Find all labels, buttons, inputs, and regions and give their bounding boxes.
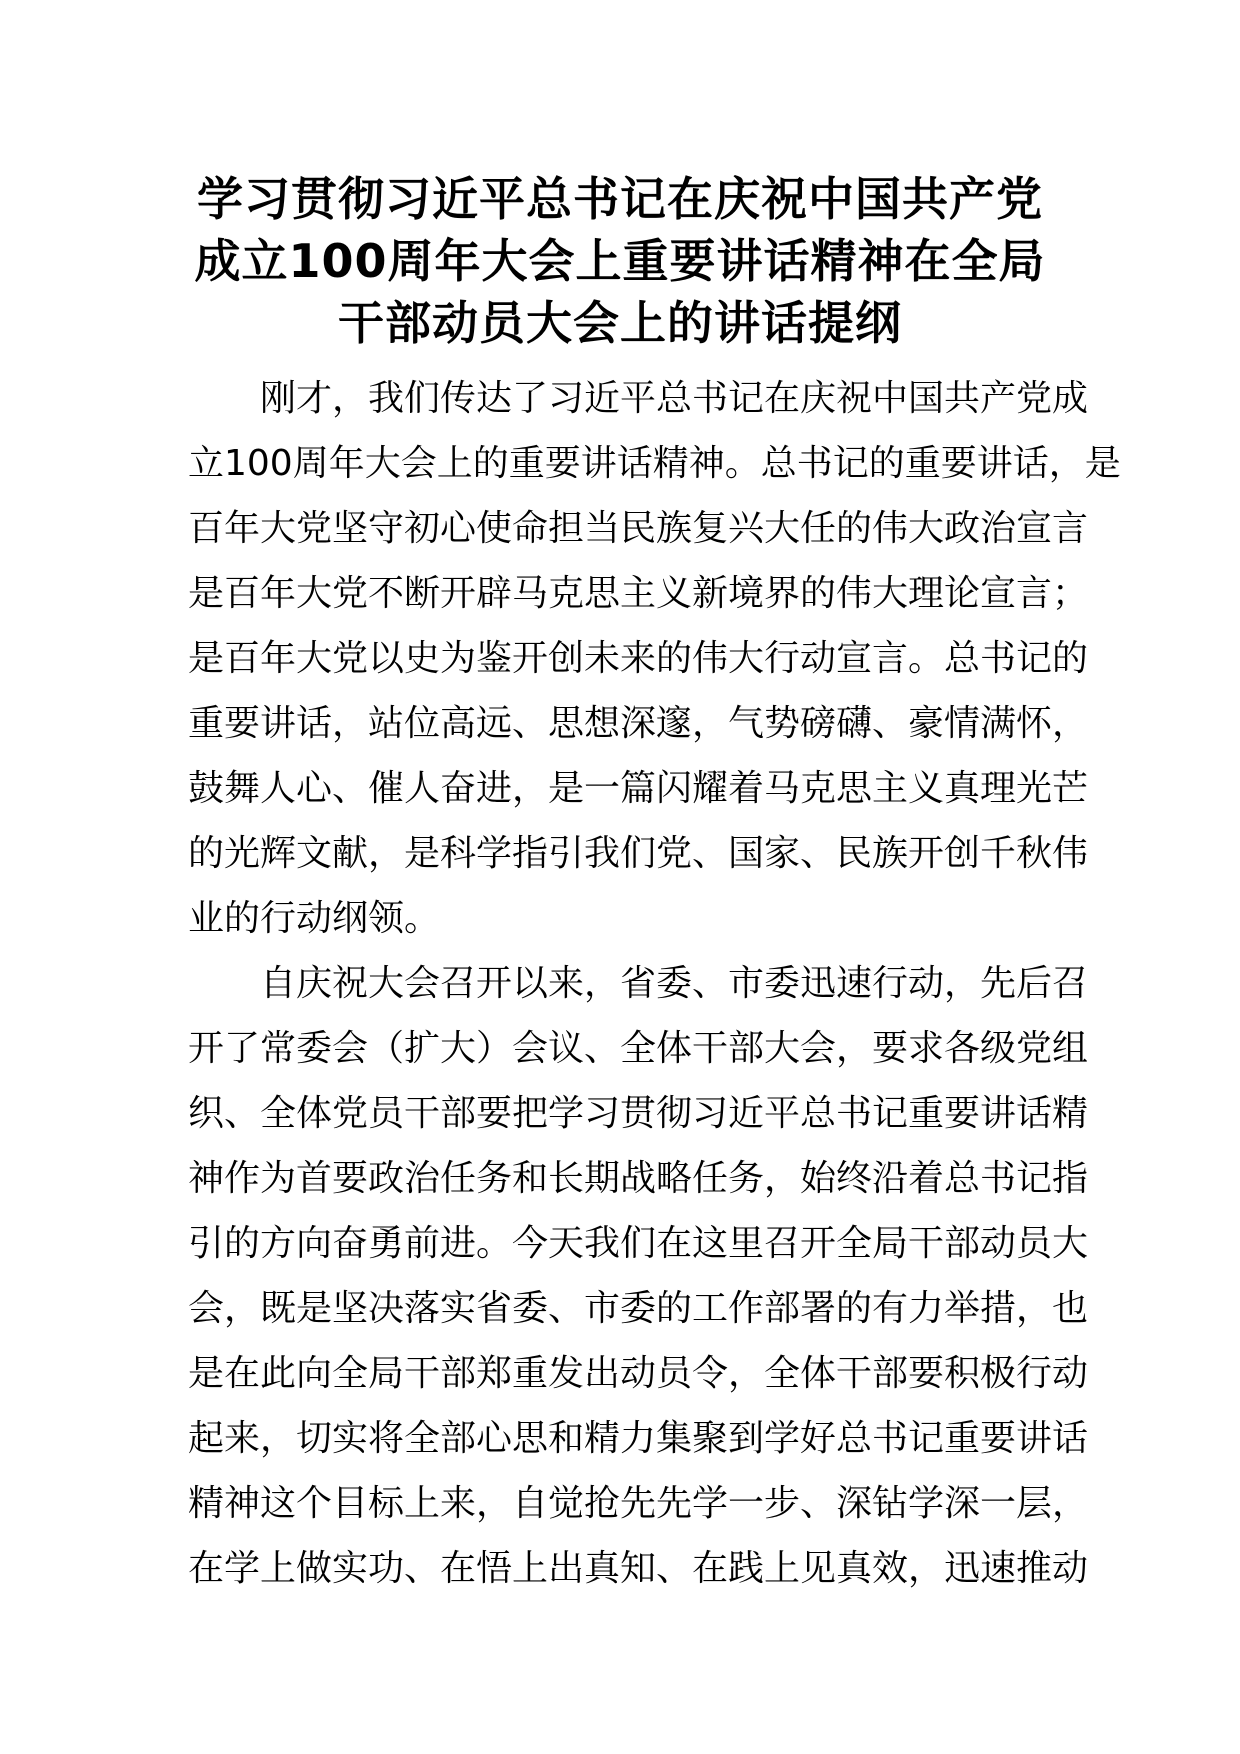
paragraph-line: 业的行动纲领。: [188, 898, 441, 939]
title-line: 干部动员大会上的讲话提纲: [338, 296, 902, 350]
paragraph-line: 会，既是坚决落实省委、市委的工作部署的有力举措，也: [188, 1288, 1089, 1329]
paragraph-line: 织、全体党员干部要把学习贯彻习近平总书记重要讲话精: [188, 1093, 1089, 1134]
paragraph-line: 立100周年大会上的重要讲话精神。总书记的重要讲话，是: [188, 443, 1121, 484]
paragraph-line: 刚才，我们传达了习近平总书记在庆祝中国共产党成: [260, 378, 1089, 419]
paragraph-line: 精神这个目标上来，自觉抢先先学一步、深钻学深一层，: [188, 1483, 1089, 1524]
paragraph-line: 神作为首要政治任务和长期战略任务，始终沿着总书记指: [188, 1158, 1089, 1199]
paragraph-line: 百年大党坚守初心使命担当民族复兴大任的伟大政治宣言: [188, 508, 1089, 549]
paragraph-line: 开了常委会（扩大）会议、全体干部大会，要求各级党组: [188, 1028, 1089, 1069]
paragraph-line: 起来，切实将全部心思和精力集聚到学好总书记重要讲话: [188, 1418, 1089, 1459]
paragraph-line: 是百年大党以史为鉴开创未来的伟大行动宣言。总书记的: [188, 638, 1089, 679]
paragraph-line: 鼓舞人心、催人奋进，是一篇闪耀着马克思主义真理光芒: [188, 768, 1089, 809]
paragraph-line: 在学上做实功、在悟上出真知、在践上见真效，迅速推动: [188, 1548, 1089, 1589]
paragraph-line: 的光辉文献，是科学指引我们党、国家、民族开创千秋伟: [188, 833, 1089, 874]
document-title: [190, 168, 1050, 354]
document-body: [188, 366, 1121, 1601]
paragraph-line: 是百年大党不断开辟马克思主义新境界的伟大理论宣言；: [188, 573, 1089, 614]
paragraph: [188, 951, 1089, 1601]
paragraph-line: 引的方向奋勇前进。今天我们在这里召开全局干部动员大: [188, 1223, 1089, 1264]
title-line: 学习贯彻习近平总书记在庆祝中国共产党: [197, 172, 1043, 226]
paragraph-line: 自庆祝大会召开以来，省委、市委迅速行动，先后召: [260, 963, 1089, 1004]
paragraph-line: 是在此向全局干部郑重发出动员令，全体干部要积极行动: [188, 1353, 1089, 1394]
paragraph: [188, 366, 1121, 951]
title-line: 成立100周年大会上重要讲话精神在全局: [194, 234, 1046, 288]
paragraph-line: 重要讲话，站位高远、思想深邃，气势磅礴、豪情满怀，: [188, 703, 1089, 744]
